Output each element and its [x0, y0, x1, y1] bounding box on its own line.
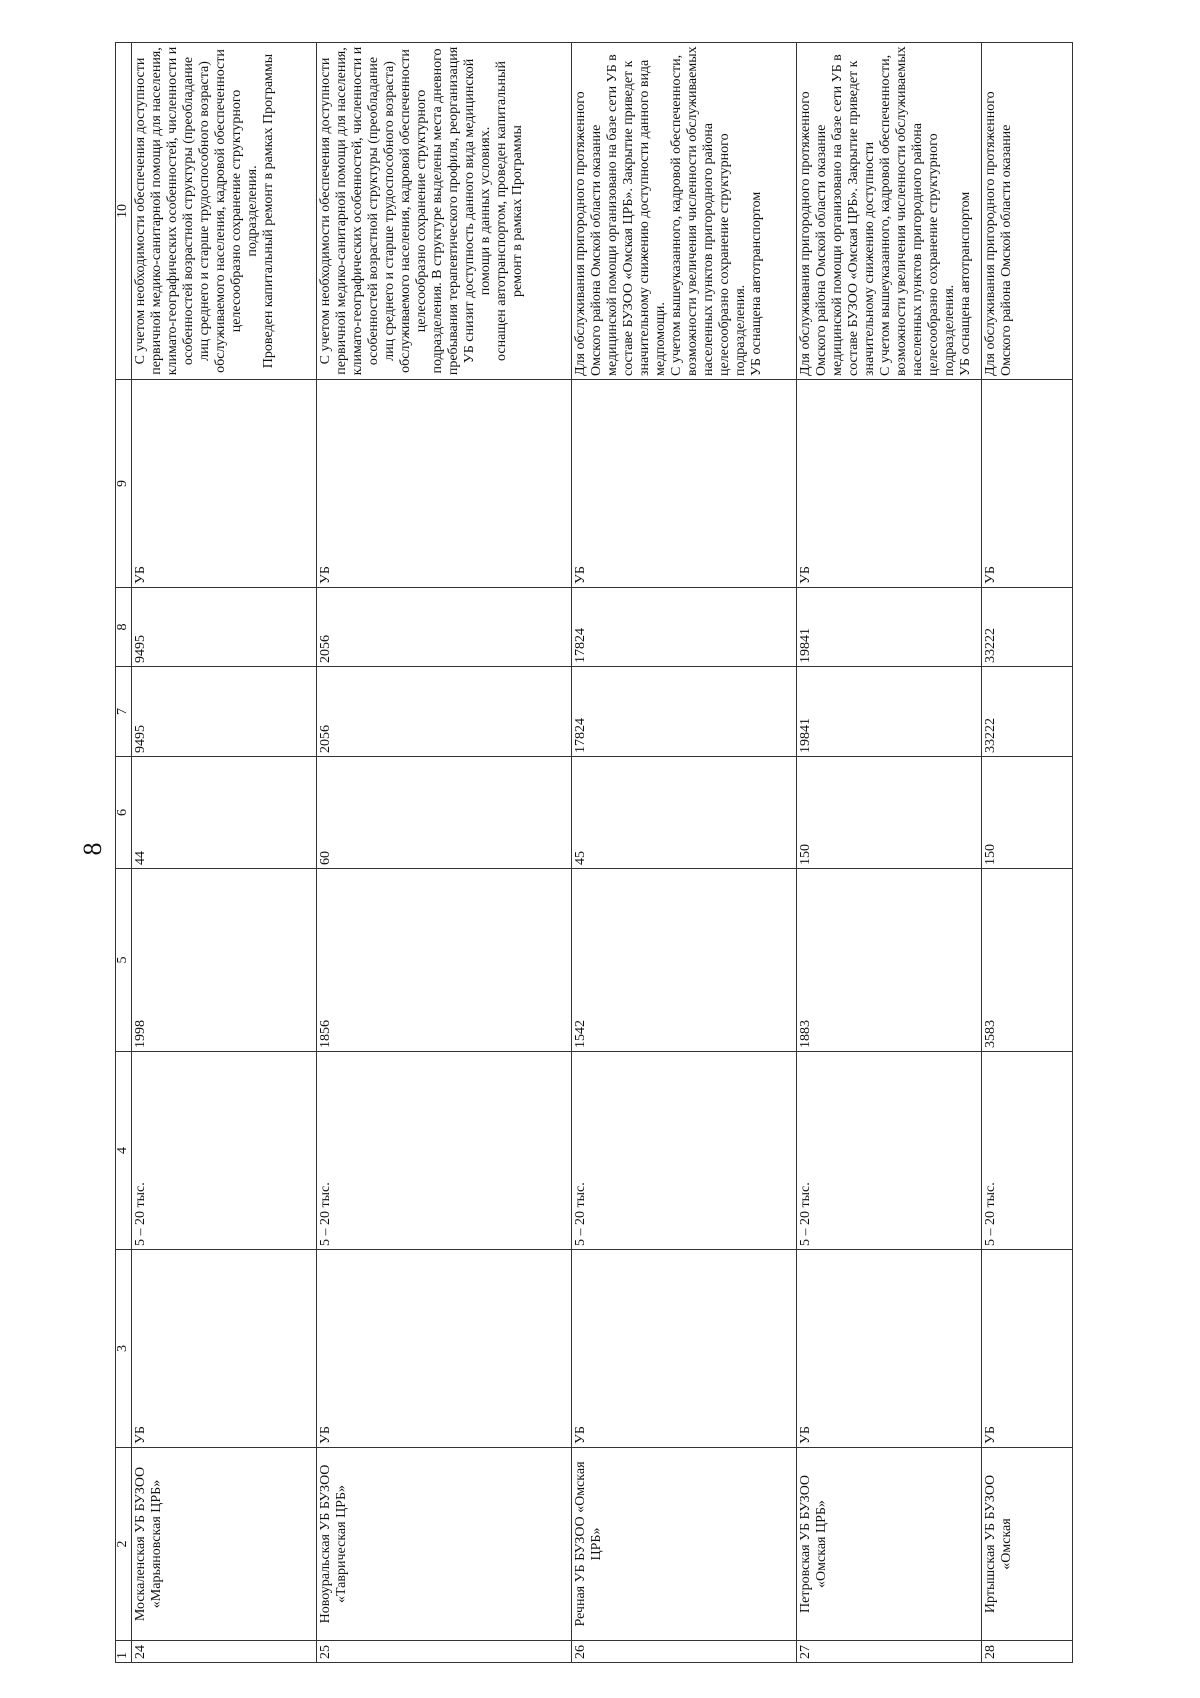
facility-name: Новоуральская УБ БУЗОО «Таврическая ЦРБ» [317, 1448, 572, 1641]
cell-col-8: 17824 [572, 588, 797, 667]
col-header-1: 1 [116, 1641, 132, 1663]
cell-col-6: 150 [797, 757, 982, 869]
note-cell: Для обслуживания пригородного протяженного Омского района Омской области оказание [982, 43, 1073, 380]
cell-col-9: УБ [797, 380, 982, 588]
population-range: 5 – 20 тыс. [317, 1052, 572, 1250]
col-header-5: 5 [116, 869, 132, 1052]
row-number: 27 [797, 1641, 982, 1663]
facility-type: УБ [317, 1250, 572, 1448]
table-row [797, 43, 982, 1663]
facility-name: Москаленская УБ БУЗОО «Марьяновская ЦРБ» [132, 1448, 317, 1641]
population-range: 5 – 20 тыс. [797, 1052, 982, 1250]
cell-col-7: 2056 [317, 667, 572, 757]
cell-col-6: 45 [572, 757, 797, 869]
facility-type: УБ [982, 1250, 1073, 1448]
cell-col-9: УБ [317, 380, 572, 588]
cell-col-7: 9495 [132, 667, 317, 757]
page-number: 8 [78, 842, 107, 856]
cell-col-9: УБ [132, 380, 317, 588]
cell-col-8: 9495 [132, 588, 317, 667]
facility-type: УБ [572, 1250, 797, 1448]
note-cell: С учетом необходимости обеспечения доступности первичной медико-санитарной помощи для населения, климато-географических особенностей, численности и особенностей возрастной структуры (преобладание лиц среднего и старше трудоспособного возраста) обслуживаемого населения, кадровой обеспеченности целесообразно сохранение структурного подразделения. Проведен капитальный ремонт в рамках Программы [132, 43, 317, 380]
cell-col-8: 33222 [982, 588, 1073, 667]
cell-col-9: УБ [982, 380, 1073, 588]
table-row [317, 43, 572, 1663]
header-row [116, 43, 132, 1663]
cell-col-8: 2056 [317, 588, 572, 667]
note-cell: Для обслуживания пригородного протяженного Омского района Омской области оказание медицинской помощи организовано на базе сети УБ в составе БУЗОО «Омская ЦРБ». Закрытие приведет к значительному снижению доступности С учетом вышеуказанного, кадровой обеспеченности, возможности увеличения численности обслуживаемых населенных пунктов пригородного района целесообразно сохранение структурного подразделения. УБ оснащена автотранспортом [797, 43, 982, 380]
cell-col-5: 1883 [797, 869, 982, 1052]
note-cell: С учетом необходимости обеспечения доступности первичной медико-санитарной помощи для населения, климато-географических особенностей, численности и особенностей возрастной структуры (преобладание лиц среднего и старше трудоспособного возраста) обслуживаемого населения, кадровой обеспеченности целесообразно сохранение структурного подразделения. В структуре выделены места дневного пребывания терапевтического профиля, реорганизация УБ снизит доступность данного вида медицинской помощи в данных условиях. оснащен автотранспортом, проведен капитальный ремонт в рамках Программы [317, 43, 572, 380]
row-number: 26 [572, 1641, 797, 1663]
cell-col-6: 44 [132, 757, 317, 869]
cell-col-5: 3583 [982, 869, 1073, 1052]
col-header-4: 4 [116, 1052, 132, 1250]
table-row [132, 43, 317, 1663]
population-range: 5 – 20 тыс. [572, 1052, 797, 1250]
cell-col-7: 19841 [797, 667, 982, 757]
population-range: 5 – 20 тыс. [132, 1052, 317, 1250]
cell-col-7: 17824 [572, 667, 797, 757]
row-number: 24 [132, 1641, 317, 1663]
facility-name: Иртышская УБ БУЗОО «Омская [982, 1448, 1073, 1641]
col-header-10: 10 [116, 43, 132, 380]
cell-col-5: 1998 [132, 869, 317, 1052]
col-header-2: 2 [116, 1448, 132, 1641]
col-header-3: 3 [116, 1250, 132, 1448]
cell-col-7: 33222 [982, 667, 1073, 757]
cell-col-8: 19841 [797, 588, 982, 667]
cell-col-6: 60 [317, 757, 572, 869]
table-row [572, 43, 797, 1663]
cell-col-5: 1542 [572, 869, 797, 1052]
cell-col-6: 150 [982, 757, 1073, 869]
facility-name: Петровская УБ БУЗОО «Омская ЦРБ» [797, 1448, 982, 1641]
cell-col-5: 1856 [317, 869, 572, 1052]
col-header-9: 9 [116, 380, 132, 588]
row-number: 28 [982, 1641, 1073, 1663]
facility-type: УБ [797, 1250, 982, 1448]
table-row [982, 43, 1073, 1663]
data-table [115, 42, 1073, 1663]
population-range: 5 – 20 тыс. [982, 1052, 1073, 1250]
col-header-6: 6 [116, 757, 132, 869]
note-cell: Для обслуживания пригородного протяженного Омского района Омской области оказание медицинской помощи организовано на базе сети УБ в составе БУЗОО «Омская ЦРБ». Закрытие приведет к значительному снижению доступности данного вида медпомощи. С учетом вышеуказанного, кадровой обеспеченности, возможности увеличения численности обслуживаемых населенных пунктов пригородного района целесообразно сохранение структурного подразделения. УБ оснащена автотранспортом [572, 43, 797, 380]
row-number: 25 [317, 1641, 572, 1663]
cell-col-9: УБ [572, 380, 797, 588]
facility-name: Речная УБ БУЗОО «Омская ЦРБ» [572, 1448, 797, 1641]
col-header-8: 8 [116, 588, 132, 667]
facility-type: УБ [132, 1250, 317, 1448]
col-header-7: 7 [116, 667, 132, 757]
table-container [115, 43, 1073, 1663]
